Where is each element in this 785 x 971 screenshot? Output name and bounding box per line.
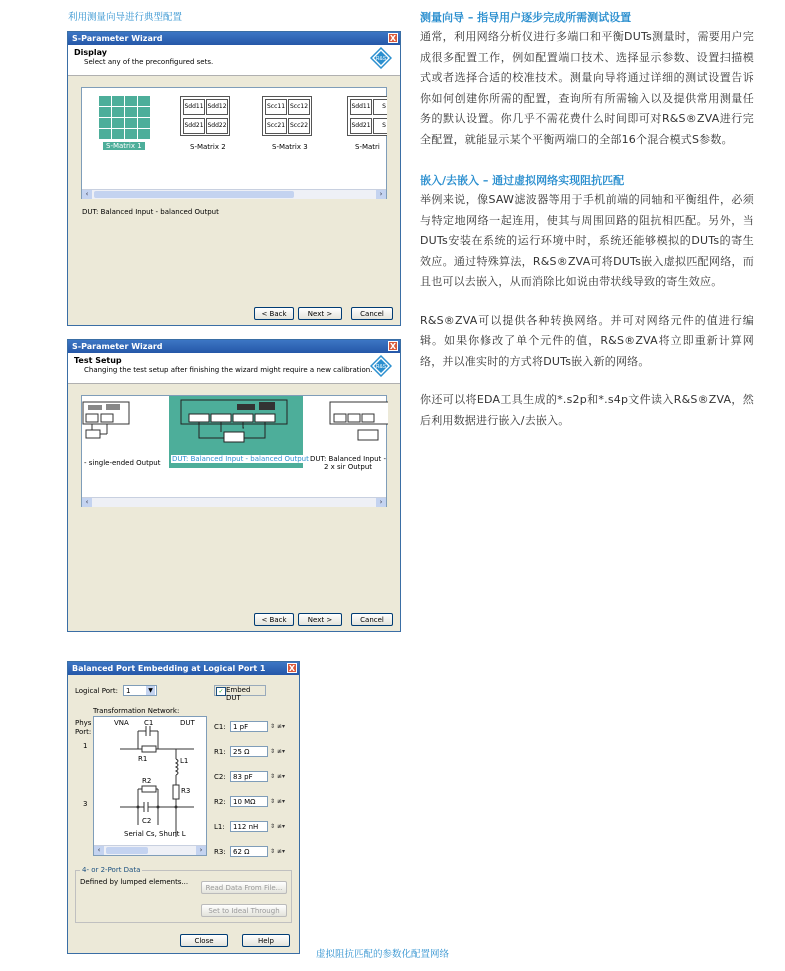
param-c1-label: C1: [214,723,226,731]
horizontal-scrollbar[interactable] [82,189,386,199]
param-l1-input[interactable]: 112 nH [230,821,268,832]
param-c2-input[interactable]: 83 pF [230,771,268,782]
paragraph-wizard: 通常，利用网络分析仪进行多端口和平衡DUTs测量时，需要用户完成很多配置工作，例如配置端口技术、选择显示参数、设置扫描模式或者选择合适的校准技术。测量向导将通过详细的测试设置告诉你如何创建你所需的配置，查询所有所需输入以及提供常用测量任务的默认设置。你几乎不需花费什么时间即可对R&S®ZVA进行完全配置，就能显示某个平衡两端口的全部16个混合模式S参数。 [420,30,754,146]
back-button[interactable]: < Back [254,613,294,626]
read-data-button[interactable]: Read Data From File... [201,881,287,894]
paragraph-eda-files: 你还可以将EDA工具生成的*.s2p和*.s4p文件读入R&S®ZVA，然后利用数据进行嵌入/去嵌入。 [420,393,754,427]
scroll-left-icon[interactable]: ‹ [94,846,104,855]
cell: Sdd11 [350,99,372,115]
cell: Scc21 [265,118,287,134]
window-titlebar: S-Parameter Wizard X [68,340,400,353]
list-item-smatrix3[interactable] [262,96,322,151]
param-r2-label: R2: [214,798,226,806]
transformation-label: Transformation Network: [93,707,180,715]
r2-label: R2 [142,777,152,785]
scroll-left-icon[interactable]: ‹ [82,190,92,199]
setup-diagram-icon [82,400,132,446]
param-c1-input[interactable]: 1 pF [230,721,268,732]
param-c2-spinner[interactable]: ⇕ ≢▾ [270,773,285,780]
help-button[interactable]: Help [242,934,290,947]
paragraph-networks: R&S®ZVA可以提供各种转换网络。并可对网络元件的值进行编辑。如果你修改了单个元件的值，R&S®ZVA将立即重新计算网络，并以准实时的方式将DUTs嵌入新的网络。 [420,313,754,368]
ideal-through-button[interactable]: Set to Ideal Through [201,904,287,917]
param-r3-label: R3: [214,848,226,856]
svg-text:R&S: R&S [375,364,387,370]
article [420,9,754,431]
cell: Scc11 [265,99,287,115]
list-item-smatrix2[interactable] [180,96,240,151]
wizard-subheading: Changing the test setup after finishing the wizard might require a new calibration. [84,366,373,374]
group-text: Defined by lumped elements... [80,878,189,886]
close-icon[interactable]: X [389,34,397,43]
param-r1-label: R1: [214,748,226,756]
test-setup-list [81,395,387,507]
next-button[interactable]: Next > [298,613,342,626]
scroll-right-icon[interactable]: › [376,190,386,199]
cell: Sdd21 [183,118,205,134]
close-icon[interactable]: X [389,342,397,351]
logical-port-value: 1 [126,687,131,695]
close-icon[interactable]: X [288,664,296,673]
list-item-label: S-Matrix 2 [190,143,226,151]
c2-label: C2 [142,817,152,825]
port-data-group [75,866,292,923]
rs-logo-icon [370,355,392,377]
cancel-button[interactable]: Cancel [351,613,393,626]
list-item-smatrix4[interactable] [347,96,387,151]
chevron-down-icon[interactable]: ▼ [146,686,155,695]
cell: Sdd22 [206,118,228,134]
section-heading-embedding: 嵌入/去嵌入 – 通过虚拟网络实现阻抗匹配 [420,174,625,187]
scroll-thumb[interactable] [94,191,294,198]
dut-description: DUT: Balanced Input - balanced Output [82,208,219,216]
network-diagram [93,716,207,856]
list-item-label: S-Matrix 3 [272,143,308,151]
cell: S [373,118,387,134]
scroll-thumb[interactable] [106,847,148,854]
list-item-label: S-Matrix 1 [103,142,145,150]
embed-dut-checkbox[interactable] [214,685,266,702]
wizard-window-test-setup [67,339,401,632]
l1-label: L1 [180,757,189,765]
wizard-header [68,353,400,384]
smatrix4-box [347,96,387,136]
horizontal-scrollbar[interactable] [82,497,386,507]
cell: S [373,99,387,115]
param-r1-spinner[interactable]: ⇕ ≢▾ [270,748,285,755]
section-heading-wizard: 测量向导 – 指导用户逐步完成所需测试设置 [420,11,632,24]
preconfigured-sets-list [81,87,387,199]
list-item-label: S-Matri [355,143,380,151]
wizard-subheading: Select any of the preconfigured sets. [84,58,214,66]
close-button[interactable]: Close [180,934,228,947]
param-r2-spinner[interactable]: ⇕ ≢▾ [270,798,285,805]
list-item-balanced[interactable] [169,396,309,468]
list-item-label: DUT: Balanced Input - 2 x sir Output [309,455,387,471]
next-button[interactable]: Next > [298,307,342,320]
logical-port-select[interactable] [123,685,157,696]
check-icon: ✓ [216,687,226,696]
network-name: Serial Cs, Shunt L [124,830,186,838]
rs-logo-icon [370,47,392,69]
figure-caption-top: 利用测量向导进行典型配置 [68,12,183,23]
r3-label: R3 [181,787,191,795]
logical-port-label: Logical Port: [75,687,118,695]
wizard-heading: Display [74,48,107,57]
list-item-label: - single-ended Output [84,459,161,467]
paragraph-embedding: 举例来说，像SAW滤波器等用于手机前端的同轴和平衡组件，必须与特定地网络一起连用，使其与周围回路的阻抗相匹配。另外，当DUTs安装在系统的运行环境中时，系统还能够模拟的DUTs的寄生效应。通过特殊算法，R&S®ZVA可将DUTs嵌入虚拟匹配网络，而且也可以去嵌入，从而消除比如说由带状线导致的寄生效应。 [420,193,754,288]
wizard-header [68,45,400,76]
param-c2-label: C2: [214,773,226,781]
cell: Scc12 [288,99,310,115]
vna-label: VNA [114,719,129,727]
cell: Sdd11 [183,99,205,115]
cell: Sdd21 [350,118,372,134]
param-l1-label: L1: [214,823,225,831]
window-titlebar: Balanced Port Embedding at Logical Port 1 X [68,662,299,675]
phys-port-1: 1 [83,742,88,750]
smatrix1-grid [99,96,150,139]
dut-label: DUT [180,719,195,727]
embedding-dialog [67,661,300,954]
horizontal-scrollbar[interactable] [94,845,206,855]
setup-diagram-icon [179,398,291,454]
param-r1-input[interactable]: 25 Ω [230,746,268,757]
group-label: 4- or 2-Port Data [82,866,141,874]
wizard-window-display [67,31,401,326]
smatrix3-box [262,96,312,136]
list-item-smatrix1[interactable] [99,94,153,149]
embed-dut-label: Embed DUT [226,686,251,702]
scroll-left-icon[interactable]: ‹ [82,498,92,507]
c1-label: C1 [144,719,154,727]
window-titlebar: S-Parameter Wizard X [68,32,400,45]
back-button[interactable]: < Back [254,307,294,320]
r1-label: R1 [138,755,148,763]
scroll-right-icon[interactable]: › [376,498,386,507]
list-item-single-ended[interactable] [82,400,167,470]
param-r3-input[interactable]: 62 Ω [230,846,268,857]
wizard-heading: Test Setup [74,356,122,365]
param-r3-spinner[interactable]: ⇕ ≢▾ [270,848,285,855]
param-r2-input[interactable]: 10 MΩ [230,796,268,807]
scroll-right-icon[interactable]: › [196,846,206,855]
param-l1-spinner[interactable]: ⇕ ≢▾ [270,823,285,830]
cancel-button[interactable]: Cancel [351,307,393,320]
setup-diagram-icon [328,400,388,450]
cell: Scc22 [288,118,310,134]
list-item-label: DUT: Balanced Input - balanced Output [172,455,309,463]
phys-port-label: Phys Port: [75,719,92,736]
phys-port-3: 3 [83,800,88,808]
svg-text:R&S: R&S [375,56,387,62]
smatrix2-box [180,96,230,136]
figure-caption-bottom: 虚拟阻抗匹配的参数化配置网络 [316,949,450,960]
list-item-balanced-2x[interactable] [308,400,388,474]
param-c1-spinner[interactable]: ⇕ ≢▾ [270,723,285,730]
cell: Sdd12 [206,99,228,115]
